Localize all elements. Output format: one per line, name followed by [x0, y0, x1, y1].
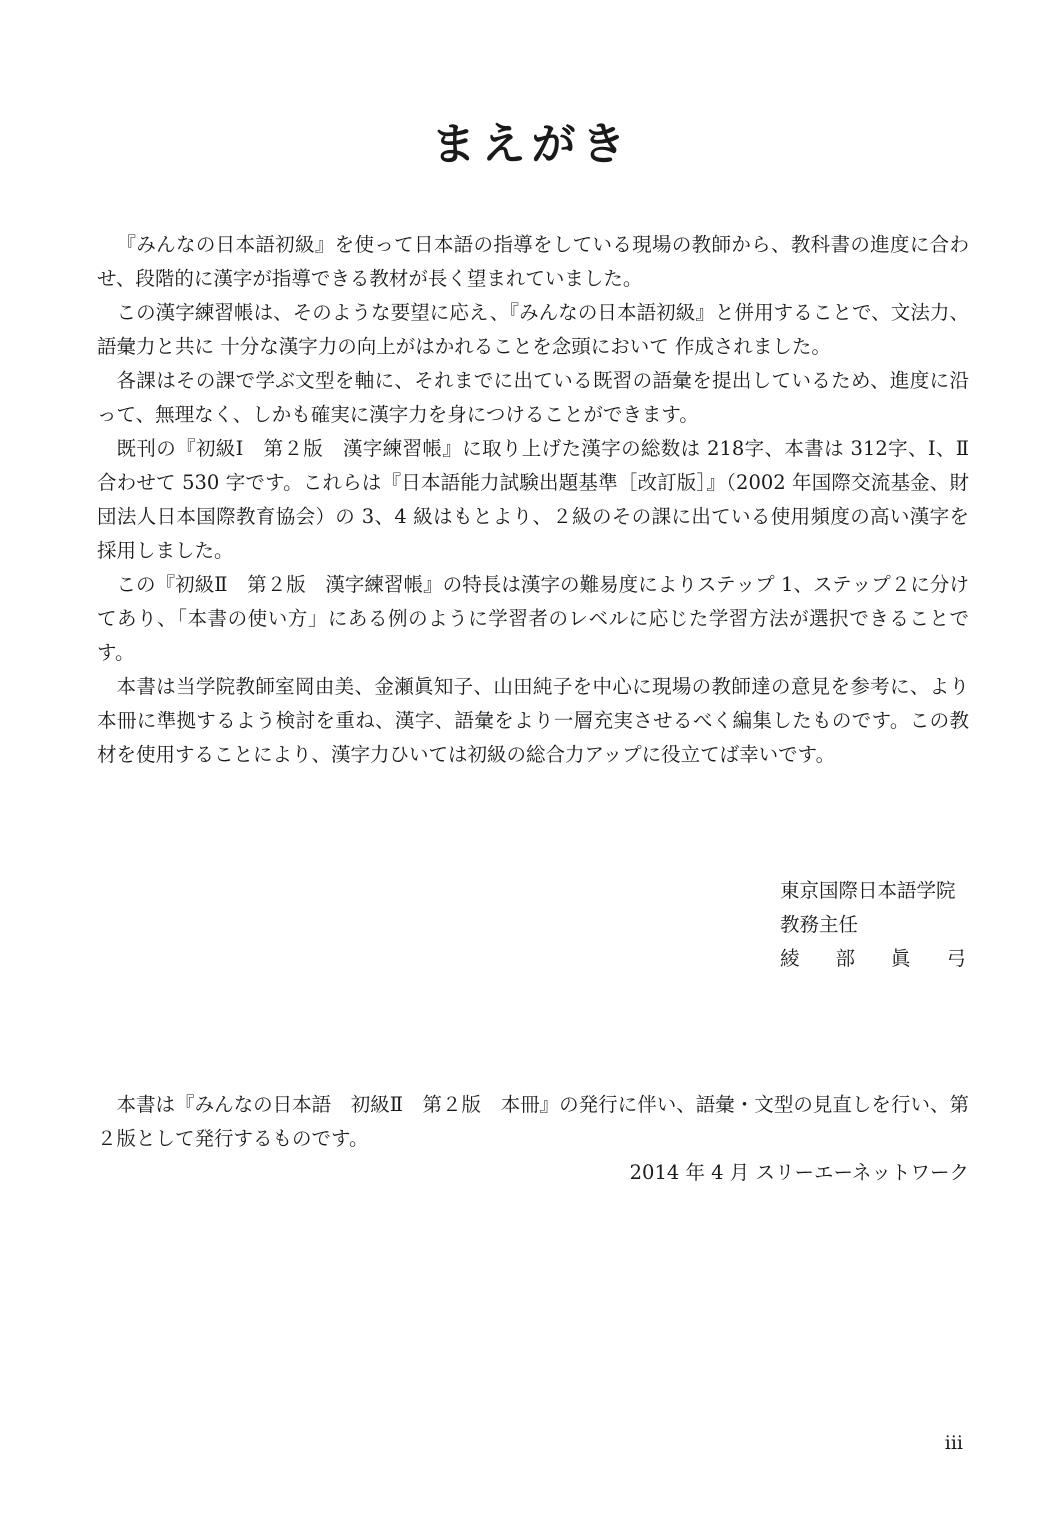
signature-name-char: 眞	[890, 947, 911, 970]
preface-body	[97, 228, 969, 772]
edition-date-publisher: 2014 年 4 月 スリーエーネットワーク	[629, 1161, 969, 1184]
signature-name-char: 綾	[780, 947, 800, 970]
paragraph-5: この『初級Ⅱ 第２版 漢字練習帳』の特長は漢字の難易度によりステップ 1、ステップ２に分けてあり、「本書の使い方」にある例のように学習者のレベルに応じた学習方法が選択できることです。	[97, 573, 969, 664]
paragraph-1: 『みんなの日本語初級』を使って日本語の指導をしている現場の教師から、教科書の進度に合わせ、段階的に漢字が指導できる教材が長く望まれていました。	[97, 233, 969, 290]
page-number: iii	[944, 1432, 963, 1454]
signature-name-char: 部	[835, 947, 855, 970]
edition-note-text: 本書は『みんなの日本語 初級Ⅱ 第２版 本冊』の発行に伴い、語彙・文型の見直しを行い、第２版として発行するものです。	[97, 1093, 969, 1150]
edition-note	[97, 1088, 969, 1156]
paragraph-3: 各課はその課で学ぶ文型を軸に、それまでに出ている既習の語彙を提出しているため、進度に沿って、無理なく、しかも確実に漢字力を身につけることができます。	[97, 369, 969, 426]
paragraph-4: 既刊の『初級Ⅰ 第２版 漢字練習帳』に取り上げた漢字の総数は 218字、本書は 312字、Ⅰ、Ⅱ合わせて 530 字です。これらは『日本語能力試験出題基準［改訂版］』（2002 年国際交流基金、財団法人日本国際教育協会）の 3、4 級はもとより、２級のその課に出ている使用頻度の高い漢字を採用しました。	[97, 437, 969, 562]
signature-name	[780, 942, 966, 976]
signature-name-char: 弓	[946, 947, 966, 970]
page-title: まえがき	[431, 119, 632, 170]
paragraph-6: 本書は当学院教師室岡由美、金瀬眞知子、山田純子を中心に現場の教師達の意見を参考に、より本冊に準拠するよう検討を重ね、漢字、語彙をより一層充実させるべく編集したものです。この教材を使用することにより、漢字力ひいては初級の総合力アップに役立てば幸いです。	[97, 675, 969, 766]
signature-block	[780, 874, 970, 976]
signature-role: 教務主任	[780, 913, 859, 936]
paragraph-2: この漢字練習帳は、そのような要望に応え、『みんなの日本語初級』と併用することで、文法力、語彙力と共に 十分な漢字力の向上がはかれることを念頭において 作成されました。	[97, 301, 969, 358]
signature-institution: 東京国際日本語学院	[780, 879, 956, 902]
